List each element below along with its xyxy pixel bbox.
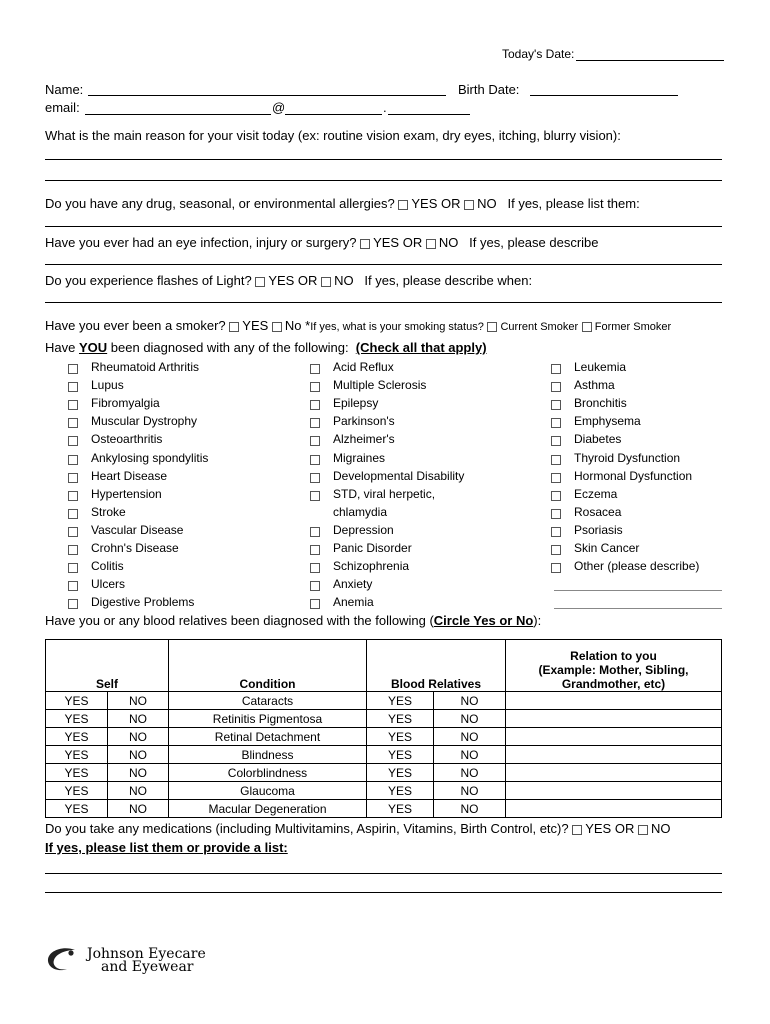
flashes-yes-label: YES OR [268,273,318,288]
condition-checkbox[interactable] [310,545,320,555]
condition-checkbox[interactable] [551,563,561,573]
condition-label: Crohn's Disease [91,541,179,555]
condition-checkbox[interactable] [551,509,561,519]
condition-checkbox[interactable] [310,599,320,609]
name-field[interactable] [88,95,446,96]
condition-name: Colorblindness [169,764,367,782]
condition-label: Migraines [333,450,386,465]
medications-no-checkbox[interactable] [638,825,648,835]
todays-date-label: Today's Date: [502,47,575,61]
condition-checkbox[interactable] [68,455,78,465]
table-row [46,728,722,746]
eye-swoosh-icon [45,947,85,973]
condition-checkbox[interactable] [68,364,78,374]
allergies-line[interactable] [45,226,722,227]
relative-yes[interactable]: YES [367,710,434,728]
allergies-follow-up: If yes, please list them: [507,196,640,211]
self-yes[interactable]: YES [46,800,108,818]
smoker-status-question: If yes, what is your smoking status? [310,321,484,333]
smoker-no-label: No * [284,318,311,333]
self-no[interactable]: NO [108,800,169,818]
diagnosed-heading-you: YOU [78,340,108,355]
eye-infection-no-checkbox[interactable] [426,239,436,249]
name-label: Name: [45,82,84,97]
main-reason-line-2[interactable] [45,180,722,181]
family-heading [45,613,541,628]
smoker-current-label: Current Smoker [500,321,579,333]
smoker-current-checkbox[interactable] [487,322,497,332]
condition-label: Colitis [91,559,124,574]
col-header-self: Self [46,640,169,692]
relative-yes[interactable]: YES [367,728,434,746]
condition-label: Digestive Problems [91,595,195,610]
condition-label: Acid Reflux [333,360,394,374]
smoker-yes-checkbox[interactable] [229,322,239,332]
logo-line-1: Johnson Eyecare [87,946,206,962]
condition-checkbox[interactable] [551,527,561,537]
condition-checkbox[interactable] [310,527,320,537]
relation-header-line-3: Grandmother, etc) [561,677,666,691]
condition-label: chlamydia [333,504,388,519]
condition-checkbox[interactable] [310,400,320,410]
self-yes[interactable]: YES [46,710,108,728]
eye-infection-no-label: NO [438,235,459,250]
condition-checkbox[interactable] [68,473,78,483]
flashes-question: Do you experience flashes of Light? [45,273,252,288]
relative-yes[interactable]: YES [367,692,434,710]
condition-label: Schizophrenia [333,559,410,574]
medications-row [45,821,670,836]
medications-no-label: NO [650,821,671,836]
col-header-condition: Condition [169,640,367,692]
family-heading-post: ): [533,613,542,628]
condition-label: Eczema [574,486,618,501]
relative-no[interactable]: NO [434,764,506,782]
logo-line-2: and Eyewear [101,959,194,975]
family-history-table [45,639,722,818]
condition-label: Psoriasis [574,522,623,537]
condition-checkbox[interactable] [551,382,561,392]
self-yes[interactable]: YES [46,692,108,710]
flashes-line[interactable] [45,302,722,303]
medications-line-2[interactable] [45,892,722,893]
medications-line-1[interactable] [45,873,722,874]
relative-yes[interactable]: YES [367,782,434,800]
self-no[interactable]: NO [108,728,169,746]
email-at: @ [272,100,286,115]
condition-label: Panic Disorder [333,541,412,555]
eye-infection-yes-label: YES OR [373,235,423,250]
diagnosed-heading [45,340,487,355]
self-no[interactable]: NO [108,782,169,800]
table-row [46,800,722,818]
condition-name: Retinal Detachment [169,728,367,746]
condition-label: Multiple Sclerosis [333,378,427,393]
condition-label: Other (please describe) [574,559,700,574]
condition-checkbox[interactable] [310,382,320,392]
condition-checkbox[interactable] [68,436,78,446]
smoker-row [45,318,671,333]
relation-header-line-1: Relation to you [570,649,657,663]
self-no[interactable]: NO [108,692,169,710]
relation-cell[interactable] [506,746,722,764]
smoker-question: Have you ever been a smoker? [45,318,226,333]
self-yes[interactable]: YES [46,782,108,800]
condition-checkbox[interactable] [68,563,78,573]
table-row [46,746,722,764]
smoker-no-checkbox[interactable] [272,322,282,332]
condition-label: Epilepsy [333,396,379,411]
diagnosed-heading-check: (Check all that apply) [355,340,487,355]
condition-checkbox[interactable] [551,545,561,555]
col-header-relation [506,640,722,692]
self-no[interactable]: NO [108,746,169,764]
relative-yes[interactable]: YES [367,800,434,818]
eye-infection-yes-checkbox[interactable] [360,239,370,249]
relation-cell[interactable] [506,692,722,710]
family-heading-circle: Circle Yes or No [433,613,534,628]
condition-checkbox[interactable] [551,491,561,501]
condition-label: Asthma [574,378,615,393]
other-describe-line-2[interactable] [554,608,722,609]
diagnosed-heading-pre: Have [45,340,76,355]
medications-yes-checkbox[interactable] [572,825,582,835]
relative-yes[interactable]: YES [367,764,434,782]
condition-label: Depression [333,522,394,537]
table-row [46,710,722,728]
condition-checkbox[interactable] [68,491,78,501]
condition-label: Parkinson's [333,414,395,429]
condition-checkbox[interactable] [310,364,320,374]
condition-label: STD, viral herpetic, [333,486,436,501]
condition-checkbox[interactable] [310,581,320,591]
condition-checkbox[interactable] [68,599,78,609]
other-describe-line-1[interactable] [554,590,722,591]
condition-label: Rosacea [574,504,622,519]
allergies-yes-checkbox[interactable] [398,200,408,210]
relation-header-line-2: (Example: Mother, Sibling, [538,663,689,677]
relative-no[interactable]: NO [434,746,506,764]
condition-label: Diabetes [574,432,622,447]
self-no[interactable]: NO [108,764,169,782]
allergies-question: Do you have any drug, seasonal, or environmental allergies? [45,196,395,211]
condition-label: Stroke [91,504,126,519]
relation-cell[interactable] [506,764,722,782]
condition-checkbox[interactable] [551,400,561,410]
condition-checkbox[interactable] [551,436,561,446]
self-yes[interactable]: YES [46,746,108,764]
birth-date-label: Birth Date: [458,82,520,97]
condition-checkbox[interactable] [551,473,561,483]
condition-label: Muscular Dystrophy [91,414,198,429]
medications-question: Do you take any medications (including Multivitamins, Aspirin, Vitamins, Birth Control, etc)? [45,821,569,836]
family-heading-pre: Have you or any blood relatives been diagnosed with the following ( [45,613,434,628]
condition-checkbox[interactable] [68,509,78,519]
flashes-no-checkbox[interactable] [321,277,331,287]
email-domain-field[interactable] [285,114,382,115]
email-label: email: [45,100,80,115]
condition-label: Emphysema [574,414,641,429]
medications-list-label: If yes, please list them or provide a list: [45,840,288,855]
smoker-former-label: Former Smoker [594,321,672,333]
birth-date-field[interactable] [530,95,678,96]
condition-label: Osteoarthritis [91,432,163,447]
relative-no[interactable]: NO [434,692,506,710]
relative-no[interactable]: NO [434,782,506,800]
condition-label: Fibromyalgia [91,396,160,411]
condition-checkbox[interactable] [551,455,561,465]
condition-checkbox[interactable] [310,491,320,501]
email-dot: . [383,100,387,115]
email-user-field[interactable] [85,114,271,115]
flashes-row [45,273,532,288]
flashes-no-label: NO [334,273,354,288]
self-no[interactable]: NO [108,710,169,728]
relation-cell[interactable] [506,782,722,800]
condition-label: Rheumatoid Arthritis [91,360,200,374]
flashes-yes-checkbox[interactable] [255,277,265,287]
condition-checkbox[interactable] [68,400,78,410]
allergies-no-label: NO [477,196,497,211]
eye-infection-question: Have you ever had an eye infection, injury or surgery? [45,235,357,250]
main-reason-line-1[interactable] [45,159,722,160]
eye-infection-line[interactable] [45,264,722,265]
condition-checkbox[interactable] [310,418,320,428]
condition-checkbox[interactable] [68,418,78,428]
eye-infection-row [45,235,599,250]
condition-label: Ulcers [91,577,126,592]
relation-cell[interactable] [506,800,722,818]
condition-name: Cataracts [169,692,367,710]
email-tld-field[interactable] [388,114,470,115]
condition-checkbox[interactable] [68,545,78,555]
condition-checkbox[interactable] [68,527,78,537]
condition-name: Glaucoma [169,782,367,800]
condition-checkbox[interactable] [310,563,320,573]
relative-no[interactable]: NO [434,800,506,818]
allergies-yes-label: YES OR [411,196,461,211]
allergies-no-checkbox[interactable] [464,200,474,210]
condition-name: Blindness [169,746,367,764]
condition-label: Ankylosing spondylitis [91,450,209,465]
condition-label: Vascular Disease [91,522,184,537]
todays-date-field[interactable] [576,60,724,61]
condition-label: Bronchitis [574,396,627,411]
relation-cell[interactable] [506,728,722,746]
self-yes[interactable]: YES [46,764,108,782]
condition-label: Developmental Disability [333,468,465,483]
condition-label: Hormonal Dysfunction [574,468,693,483]
condition-label: Leukemia [574,360,627,374]
relative-no[interactable]: NO [434,710,506,728]
eye-infection-follow-up: If yes, please describe [469,235,599,250]
table-row [46,692,722,710]
diagnosed-heading-post: been diagnosed with any of the following: [110,340,349,355]
condition-checkbox[interactable] [68,382,78,392]
condition-checkbox[interactable] [310,436,320,446]
relation-cell[interactable] [506,710,722,728]
relative-yes[interactable]: YES [367,746,434,764]
condition-label: Hypertension [91,486,162,501]
condition-label: Alzheimer's [333,432,395,447]
condition-name: Macular Degeneration [169,800,367,818]
condition-label: Lupus [91,378,124,393]
condition-name: Retinitis Pigmentosa [169,710,367,728]
condition-checkbox[interactable] [551,364,561,374]
table-row [46,764,722,782]
condition-checkbox[interactable] [551,418,561,428]
main-reason-question: What is the main reason for your visit today (ex: routine vision exam, dry eyes, itching, blurry vision): [45,128,621,143]
condition-label: Anxiety [333,577,373,592]
condition-label: Heart Disease [91,468,168,483]
condition-checkbox[interactable] [68,581,78,591]
flashes-follow-up: If yes, please describe when: [364,273,533,288]
condition-checkbox[interactable] [310,473,320,483]
allergies-row [45,196,640,211]
smoker-former-checkbox[interactable] [582,322,592,332]
smoker-yes-label: YES [242,318,269,333]
condition-label: Anemia [333,595,374,610]
condition-label: Thyroid Dysfunction [574,450,681,465]
condition-checkbox[interactable] [310,455,320,465]
col-header-blood-relatives: Blood Relatives [367,640,506,692]
self-yes[interactable]: YES [46,728,108,746]
medications-yes-label: YES OR [585,821,635,836]
table-row [46,782,722,800]
relative-no[interactable]: NO [434,728,506,746]
condition-label: Skin Cancer [574,541,640,555]
